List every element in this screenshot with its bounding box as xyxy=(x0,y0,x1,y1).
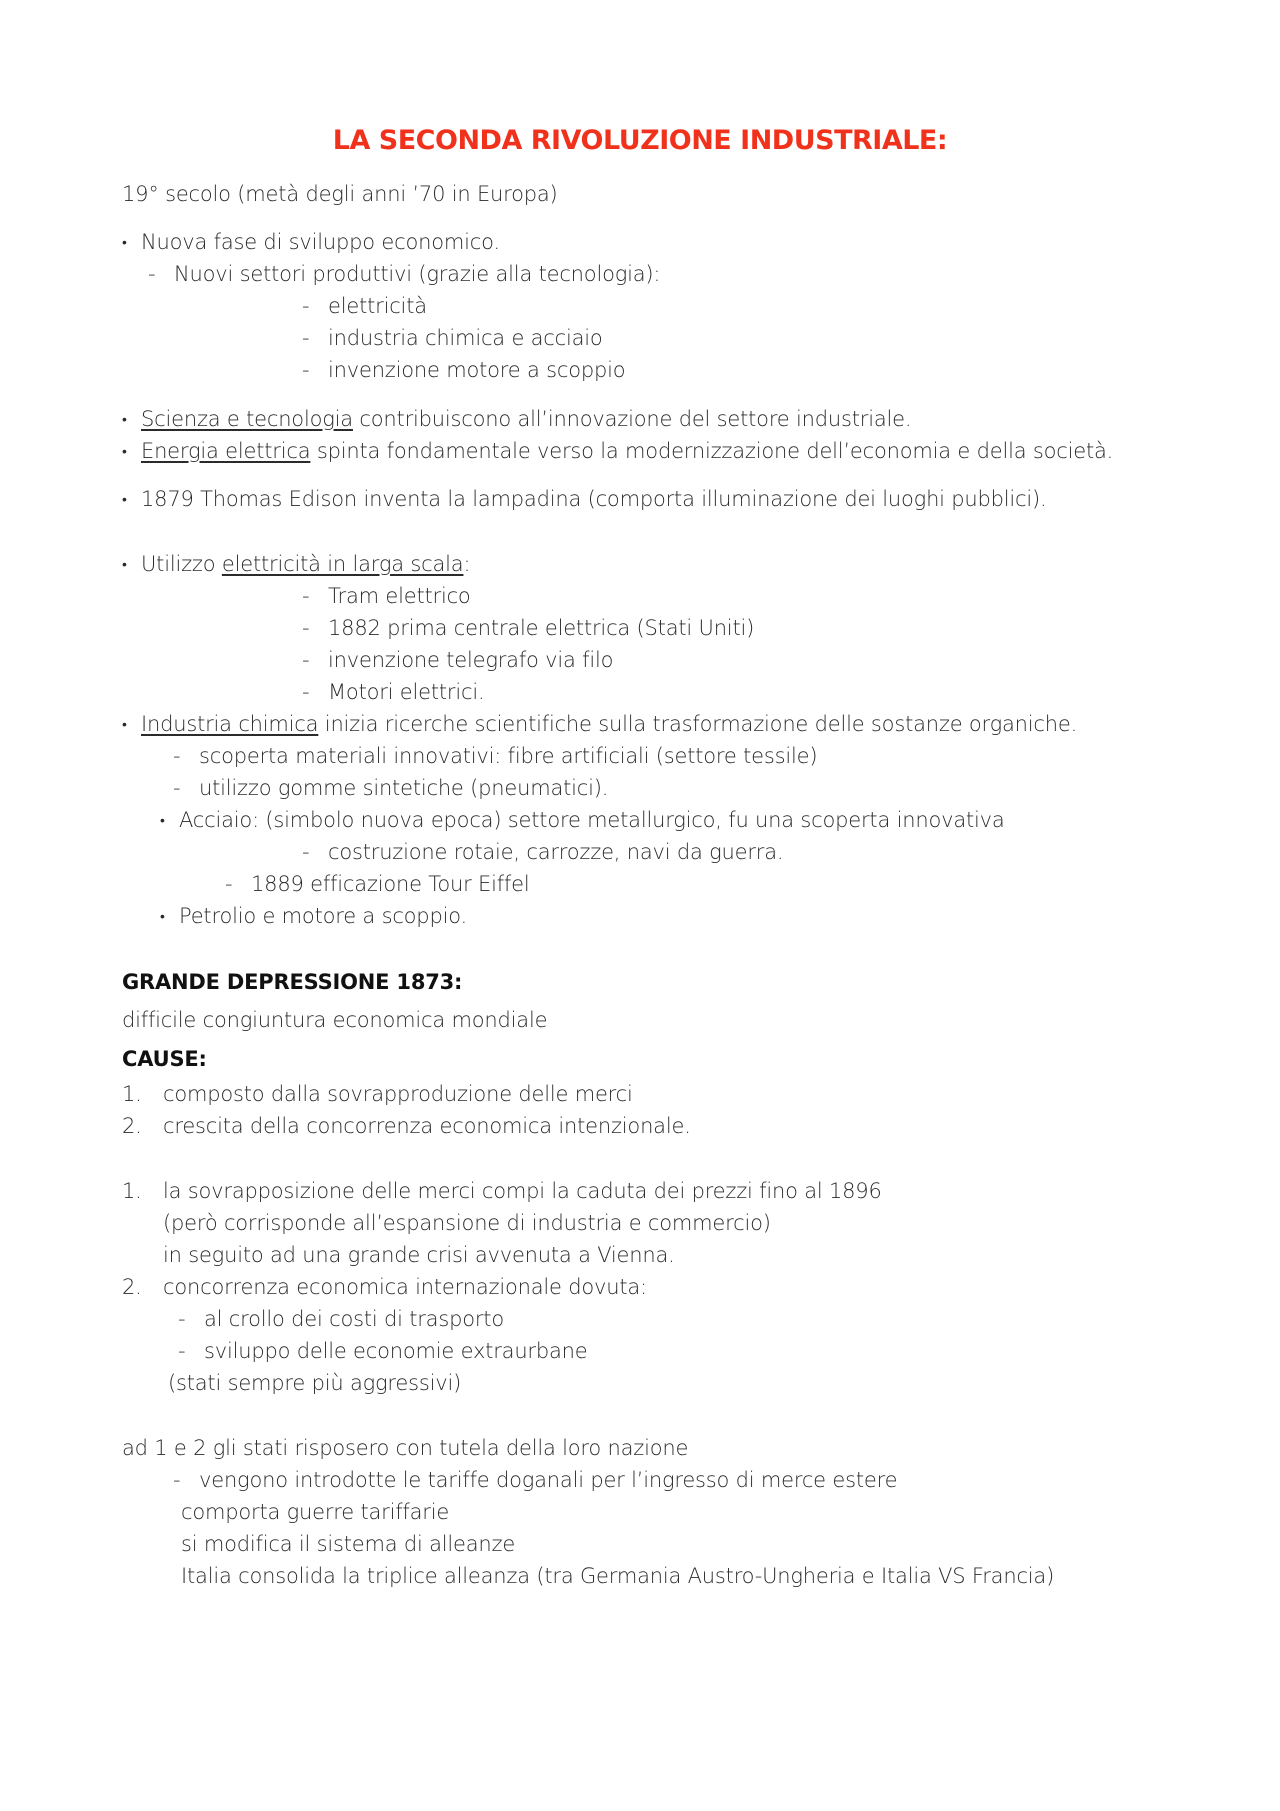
text-line: si modifica il sistema di alleanze xyxy=(181,1532,516,1556)
bullet-icon: • xyxy=(122,492,127,508)
dash-icon: - xyxy=(302,358,310,382)
dash-item: - costruzione rotaie, carrozze, navi da guerra. xyxy=(302,840,784,864)
dash-item: - 1889 efficazione Tour Eiffel xyxy=(225,872,530,896)
dash-item: - invenzione motore a scoppio xyxy=(302,358,626,382)
dash-item: - industria chimica e acciaio xyxy=(302,326,603,350)
text-line: (però corrisponde all’espansione di industria e commercio) xyxy=(163,1211,771,1235)
bullet-item: • Scienza e tecnologia contribuiscono all’innovazione del settore industriale. xyxy=(122,405,911,434)
dash-icon: - xyxy=(173,776,181,800)
dash-icon: - xyxy=(302,840,310,864)
bullet-icon: • xyxy=(160,909,165,925)
dash-icon: - xyxy=(225,872,233,896)
dash-item: - Nuovi settori produttivi (grazie alla tecnologia): xyxy=(148,262,661,286)
dash-item: - Tram elettrico xyxy=(302,584,471,608)
bullet-item: • Utilizzo elettricità in larga scala: xyxy=(122,550,470,579)
dash-item: - elettricità xyxy=(302,294,427,318)
dash-icon: - xyxy=(178,1307,186,1331)
dash-icon: - xyxy=(173,744,181,768)
bullet-icon: • xyxy=(122,717,127,733)
dash-item: - sviluppo delle economie extraurbane xyxy=(178,1339,588,1363)
bullet-item: • Energia elettrica spinta fondamentale verso la modernizzazione dell’economia e della società. xyxy=(122,437,1113,466)
dash-item: - utilizzo gomme sintetiche (pneumatici). xyxy=(173,776,609,800)
dash-icon: - xyxy=(178,1339,186,1363)
bullet-item: • Nuova fase di sviluppo economico. xyxy=(122,228,500,257)
bullet-item: • 1879 Thomas Edison inventa la lampadina (comporta illuminazione dei luoghi pubblici). xyxy=(122,485,1047,514)
dash-icon: - xyxy=(302,326,310,350)
page-title: LA SECONDA RIVOLUZIONE INDUSTRIALE: xyxy=(332,125,948,156)
cause-heading: CAUSE: xyxy=(122,1047,207,1071)
dash-item: - 1882 prima centrale elettrica (Stati Uniti) xyxy=(302,616,755,640)
bullet-icon: • xyxy=(122,412,127,428)
dash-item: - al crollo dei costi di trasporto xyxy=(178,1307,504,1331)
dash-icon: - xyxy=(173,1468,181,1492)
numbered-item: 2. crescita della concorrenza economica intenzionale. xyxy=(122,1114,691,1138)
dash-item: - scoperta materiali innovativi: fibre artificiali (settore tessile) xyxy=(173,744,818,768)
numbered-item: 1. la sovrapposizione delle merci compi la caduta dei prezzi fino al 1896 xyxy=(122,1179,882,1203)
text-line: Italia consolida la triplice alleanza (tra Germania Austro-Ungheria e Italia VS Francia) xyxy=(181,1564,1055,1588)
intro-line: 19° secolo (metà degli anni ’70 in Europa) xyxy=(122,182,558,206)
dash-icon: - xyxy=(302,294,310,318)
dash-item: - Motori elettrici. xyxy=(302,680,485,704)
dash-icon: - xyxy=(302,584,310,608)
dash-item: - invenzione telegrafo via filo xyxy=(302,648,614,672)
bullet-item: • Acciaio: (simbolo nuova epoca) settore metallurgico, fu una scoperta innovativa xyxy=(160,806,1005,835)
bullet-icon: • xyxy=(122,444,127,460)
conclusion-line: ad 1 e 2 gli stati risposero con tutela della loro nazione xyxy=(122,1436,689,1460)
dash-icon: - xyxy=(302,648,310,672)
dash-icon: - xyxy=(148,262,156,286)
dash-icon: - xyxy=(302,616,310,640)
numbered-item: 1. composto dalla sovrapproduzione delle merci xyxy=(122,1082,633,1106)
bullet-item: • Industria chimica inizia ricerche scientifiche sulla trasformazione delle sostanze organiche. xyxy=(122,710,1077,739)
bullet-icon: • xyxy=(122,557,127,573)
bullet-icon: • xyxy=(122,235,127,251)
bullet-icon: • xyxy=(160,813,165,829)
section-desc: difficile congiuntura economica mondiale xyxy=(122,1008,548,1032)
text-line: comporta guerre tariffarie xyxy=(181,1500,450,1524)
text-line: (stati sempre più aggressivi) xyxy=(168,1371,462,1395)
numbered-item: 2. concorrenza economica internazionale dovuta: xyxy=(122,1275,647,1299)
dash-item: - vengono introdotte le tariffe doganali per l’ingresso di merce estere xyxy=(173,1468,898,1492)
section-heading: GRANDE DEPRESSIONE 1873: xyxy=(122,970,463,994)
dash-icon: - xyxy=(302,680,310,704)
text-line: in seguito ad una grande crisi avvenuta a Vienna. xyxy=(163,1243,675,1267)
bullet-item: • Petrolio e motore a scoppio. xyxy=(160,902,467,931)
